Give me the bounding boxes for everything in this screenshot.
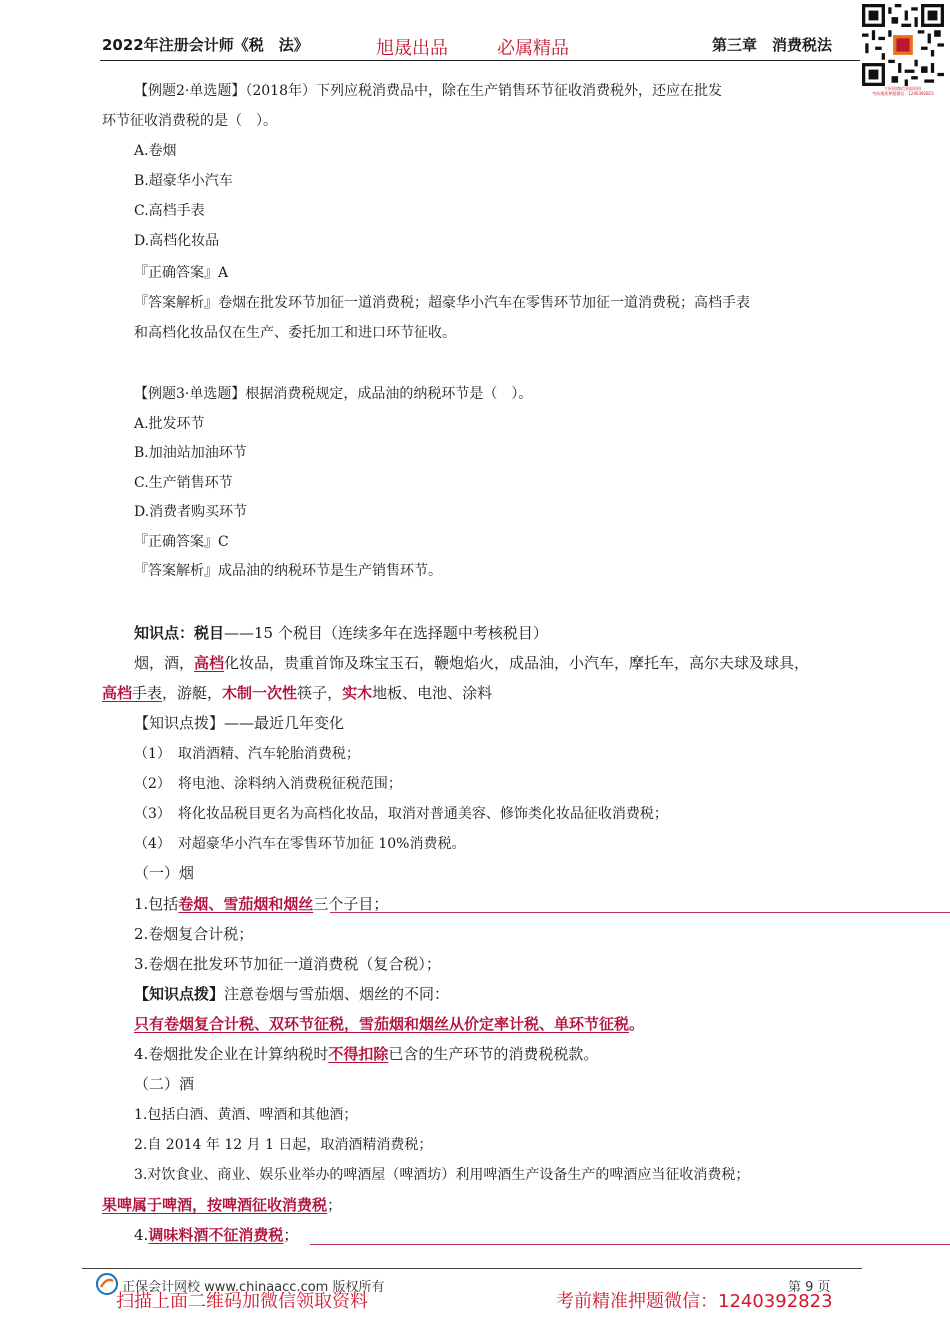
footer-page-number: 第 9 页: [788, 1280, 831, 1295]
knowledge-title: 知识点：税目——15 个税目（连续多年在选择题中考核税目）: [134, 624, 548, 642]
example2-question-line1: 【例题2·单选题】（2018年）下列应税消费品中，除在生产销售环节征收消费税外，还应在批发: [134, 83, 722, 99]
example3-option-a: A.批发环节: [134, 416, 205, 432]
tip-title: 【知识点拨】——最近几年变化: [134, 714, 345, 732]
example3-option-b: B.加油站加油环节: [134, 445, 247, 461]
tobacco-item-2: 2.卷烟复合计税；: [134, 925, 254, 943]
example3-analysis: 『答案解析』成品油的纳税环节是生产销售环节。: [134, 563, 442, 579]
wine-item-4: 4.调味料酒不征消费税；: [134, 1226, 299, 1244]
qr-code-icon: [862, 4, 944, 86]
doc-title: 2022年注册会计师《税 法》: [102, 36, 309, 54]
change-item-1: （1） 取消酒精、汽车轮胎消费税；: [134, 746, 360, 762]
tip2-line: 【知识点拨】注意卷烟与雪茄烟、烟丝的不同：: [134, 985, 450, 1003]
tax-items-line2: 高档手表，游艇，木制一次性筷子，实木地板、电池、涂料: [102, 684, 493, 702]
annotation-line: [330, 912, 950, 913]
wine-item-3-highlight: 果啤属于啤酒，按啤酒征收消费税；: [102, 1196, 343, 1214]
example2-answer: 『正确答案』A: [134, 265, 229, 281]
footer-divider: [82, 1268, 862, 1269]
example3-answer: 『正确答案』C: [134, 534, 229, 550]
example2-question-line2: 环节征收消费税的是（ ）。: [102, 113, 277, 129]
annotation-line: [310, 1244, 950, 1245]
example3-question: 【例题3·单选题】根据消费税规定，成品油的纳税环节是（ ）。: [134, 386, 533, 402]
footer-wechat-promo: 考前精准押题微信：1240392823: [556, 1291, 833, 1312]
tobacco-item-1: 1.包括卷烟、雪茄烟和烟丝三个子目；: [134, 895, 389, 913]
example2-analysis-line2: 和高档化妆品仅在生产、委托加工和进口环节征收。: [134, 325, 456, 341]
example2-option-a: A.卷烟: [134, 143, 177, 159]
example2-analysis-line1: 『答案解析』卷烟在批发环节加征一道消费税；超豪华小汽车在零售环节加征一道消费税；高档手表: [134, 295, 750, 311]
tobacco-item-4: 4.卷烟批发企业在计算纳税时不得扣除已含的生产环节的消费税税款。: [134, 1045, 599, 1063]
wine-item-1: 1.包括白酒、黄酒、啤酒和其他酒；: [134, 1107, 358, 1123]
example3-option-c: C.生产销售环节: [134, 475, 233, 491]
change-item-2: （2） 将电池、涂料纳入消费税征税范围；: [134, 776, 402, 792]
footer-qr-promo: 扫描上面二维码加微信领取资料: [116, 1291, 368, 1312]
tobacco-heading: （一）烟: [134, 864, 195, 882]
change-item-3: （3） 将化妆品税目更名为高档化妆品，取消对普通美容、修饰类化妆品征收消费税；: [134, 806, 668, 822]
example3-option-d: D.消费者购买环节: [134, 504, 248, 520]
brand-label: 旭晟出品: [376, 38, 448, 59]
header-divider: [100, 60, 860, 61]
wine-heading: （二）酒: [134, 1075, 195, 1093]
qr-caption: 扫码加微信领取资料 考前精准押题微信：1240392823: [872, 86, 934, 96]
tax-items-line1: 烟，酒，高档化妆品，贵重首饰及珠宝玉石，鞭炮焰火，成品油，小汽车，摩托车，高尔夫球及球具，: [134, 654, 810, 672]
example2-option-b: B.超豪华小汽车: [134, 173, 233, 189]
slogan-label: 必属精品: [497, 38, 569, 59]
change-item-4: （4） 对超豪华小汽车在零售环节加征 10%消费税。: [134, 836, 466, 852]
example2-option-c: C.高档手表: [134, 203, 205, 219]
tip2-highlight: 只有卷烟复合计税、双环节征税，雪茄烟和烟丝从价定率计税、单环节征税。: [134, 1015, 645, 1033]
footer-copyright: 正保会计网校 www.chinaacc.com 版权所有: [122, 1280, 385, 1295]
wine-item-2: 2.自 2014 年 12 月 1 日起，取消酒精消费税；: [134, 1137, 433, 1153]
chinaacc-logo-icon: [96, 1273, 118, 1295]
example2-option-d: D.高档化妆品: [134, 233, 220, 249]
wine-item-3: 3.对饮食业、商业、娱乐业举办的啤酒屋（啤酒坊）利用啤酒生产设备生产的啤酒应当征收消费税；: [134, 1167, 750, 1183]
chapter-title: 第三章 消费税法: [712, 36, 833, 54]
tobacco-item-3: 3.卷烟在批发环节加征一道消费税（复合税）；: [134, 955, 441, 973]
